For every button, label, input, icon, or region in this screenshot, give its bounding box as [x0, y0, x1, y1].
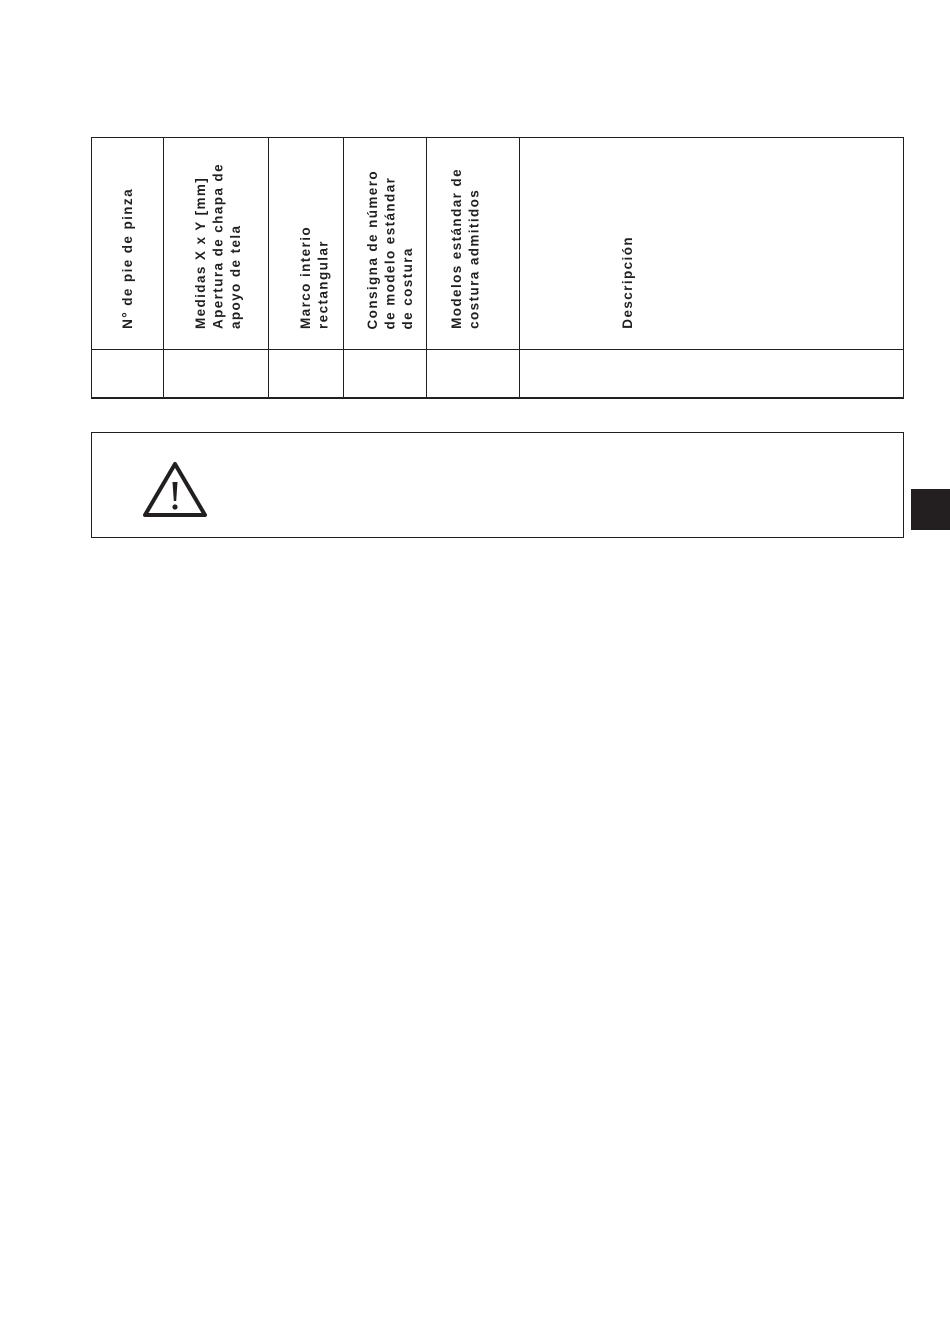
section-index-tab	[911, 489, 950, 530]
header-cell-clamp-foot-number	[92, 138, 163, 349]
header-label-supported-models: Modelos estándar de costura admitidos	[449, 168, 482, 329]
spec-table	[91, 137, 904, 399]
header-cell-model-setting	[344, 138, 426, 349]
header-label-model-setting: Consigna de número de modelo estándar de costura	[365, 169, 415, 329]
header-cell-inner-frame	[269, 138, 343, 349]
header-row-divider	[92, 349, 903, 350]
header-cell-dimensions	[164, 138, 268, 349]
header-cell-supported-models	[427, 138, 519, 349]
header-label-clamp-foot-number: N° de pie de pinza	[120, 188, 135, 329]
header-label-dimensions: Medidas X x Y [mm] Apertura de chapa de apoyo de tela	[193, 162, 243, 329]
header-cell-description	[520, 138, 903, 349]
warning-triangle-icon	[141, 460, 209, 519]
header-label-inner-frame: Marco interio rectangular	[298, 226, 331, 329]
header-label-description: Descripción	[620, 236, 635, 329]
warning-box	[91, 432, 904, 538]
